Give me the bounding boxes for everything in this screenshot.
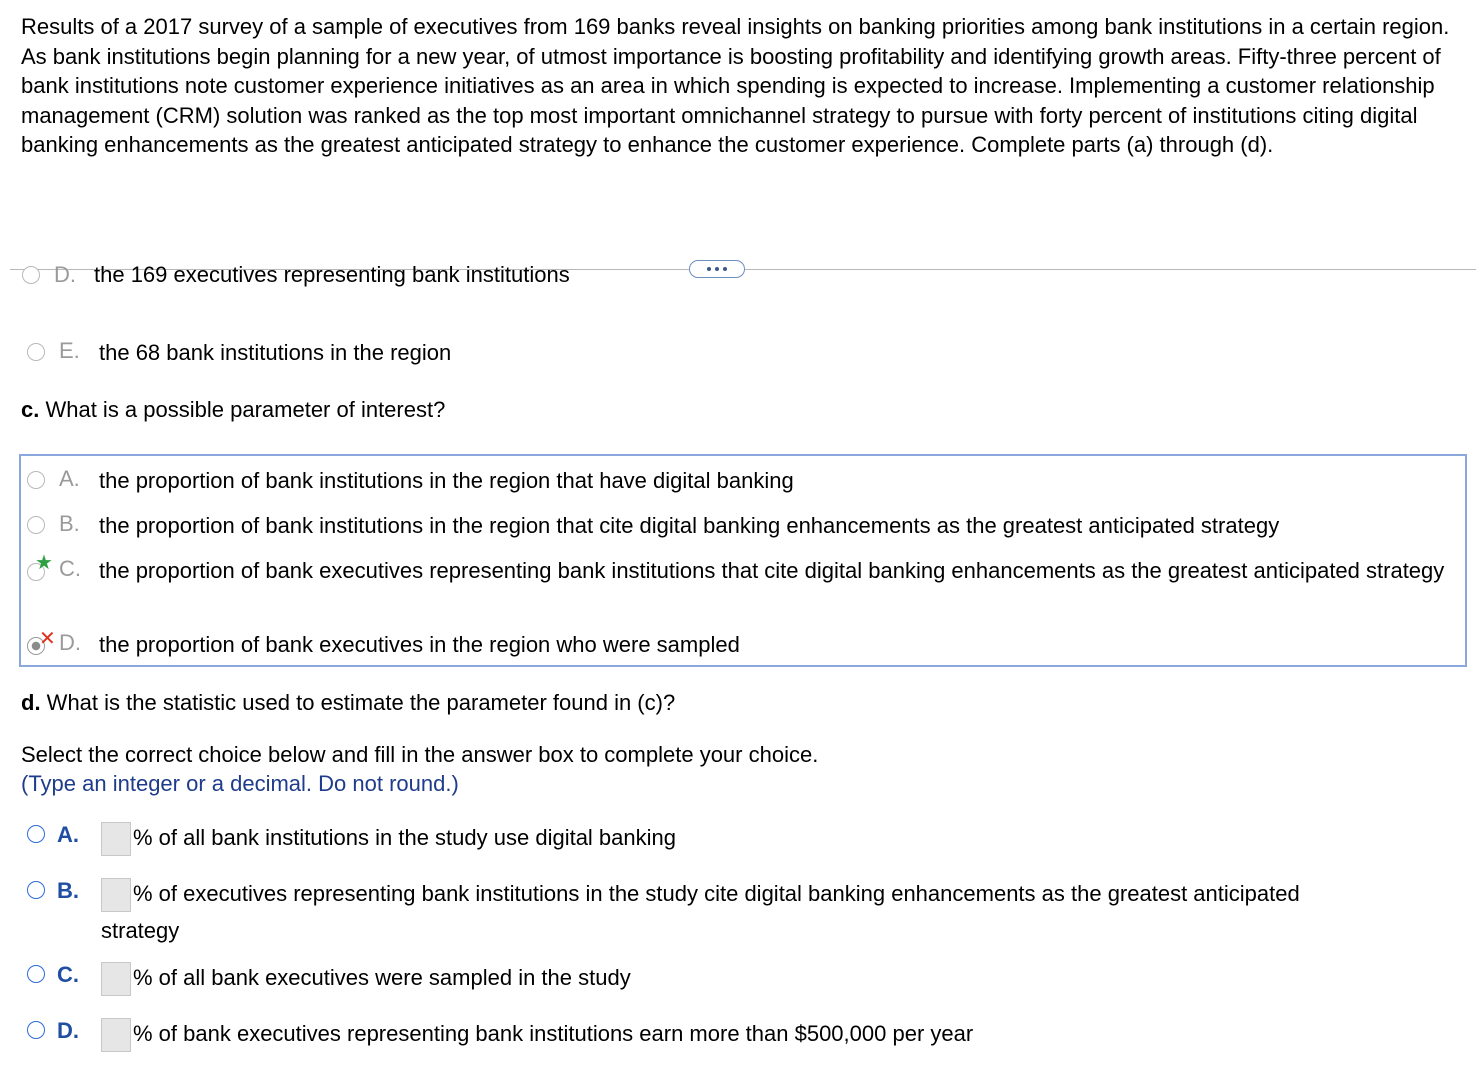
part-d-option-a[interactable]: A. % of all bank institutions in the study use digital banking xyxy=(27,822,676,856)
part-d-option-b[interactable]: B. % of executives representing bank institutions in the study cite digital banking enhancements as the greatest anticipated strategy xyxy=(27,878,1447,944)
answer-input-d-b[interactable] xyxy=(101,878,131,912)
option-e-letter: E. xyxy=(59,338,80,363)
answer-input-d-a[interactable] xyxy=(101,822,131,856)
part-d-hint: (Type an integer or a decimal. Do not round.) xyxy=(21,771,459,796)
part-d-label: d. xyxy=(21,690,41,715)
option-e-text: the 68 bank institutions in the region xyxy=(99,340,452,365)
part-c-option-b[interactable]: B. the proportion of bank institutions in the region that cite digital banking enhancements as the greatest anticipated strategy xyxy=(27,511,1279,540)
part-c-label: c. xyxy=(21,397,40,422)
answer-input-d-d[interactable] xyxy=(101,1018,131,1052)
part-d-option-c[interactable]: C. % of all bank executives were sampled in the study xyxy=(27,962,631,996)
radio-c-b[interactable] xyxy=(27,516,45,534)
radio-c-a[interactable] xyxy=(27,471,45,489)
ellipsis-icon xyxy=(707,267,711,271)
option-e-row[interactable] xyxy=(27,338,451,367)
partial-option-text: the 169 executives representing bank institutions xyxy=(94,262,570,287)
radio-partial-d[interactable] xyxy=(22,266,40,284)
part-c-option-d[interactable]: ✕ D. the proportion of bank executives in the region who were sampled xyxy=(27,630,740,659)
radio-d-c[interactable] xyxy=(27,965,45,983)
answer-input-d-c[interactable] xyxy=(101,962,131,996)
part-c-option-c[interactable]: ★ C. the proportion of bank executives representing bank institutions that cite digital banking enhancements as the greatest anticipated strategy xyxy=(27,556,1457,585)
problem-intro: Results of a 2017 survey of a sample of executives from 169 banks reveal insights on banking priorities among bank institutions in a certain region. As bank institutions begin planning for a new year, of utmost importance is boosting profitability and identifying growth areas. Fifty-three percent of bank institutions note customer experience initiatives as an area in which spending is expected to increase. Implementing a customer relationship management (CRM) solution was ranked as the top most important omnichannel strategy to pursue with forty percent of institutions citing digital banking enhancements as the greatest anticipated strategy to enhance the customer experience. Complete parts (a) through (d). xyxy=(21,14,1450,157)
part-d-question: d. What is the statistic used to estimate the parameter found in (c)? xyxy=(21,690,676,715)
correct-star-icon: ★ xyxy=(35,552,53,574)
part-c-question: c. What is a possible parameter of interest? xyxy=(21,397,446,422)
partial-option-row xyxy=(22,262,722,290)
part-d-instruction: Select the correct choice below and fill in the answer box to complete your choice. xyxy=(21,742,819,767)
expand-more-button[interactable] xyxy=(689,260,745,278)
incorrect-x-icon: ✕ xyxy=(39,628,56,650)
part-c-option-a[interactable]: A. the proportion of bank institutions in the region that have digital banking xyxy=(27,466,794,495)
radio-d-b[interactable] xyxy=(27,881,45,899)
part-d-option-d[interactable]: D. % of bank executives representing bank institutions earn more than $500,000 per year xyxy=(27,1018,973,1052)
partial-option-letter: D. xyxy=(54,262,76,287)
radio-option-e[interactable] xyxy=(27,343,45,361)
radio-d-d[interactable] xyxy=(27,1021,45,1039)
radio-d-a[interactable] xyxy=(27,825,45,843)
